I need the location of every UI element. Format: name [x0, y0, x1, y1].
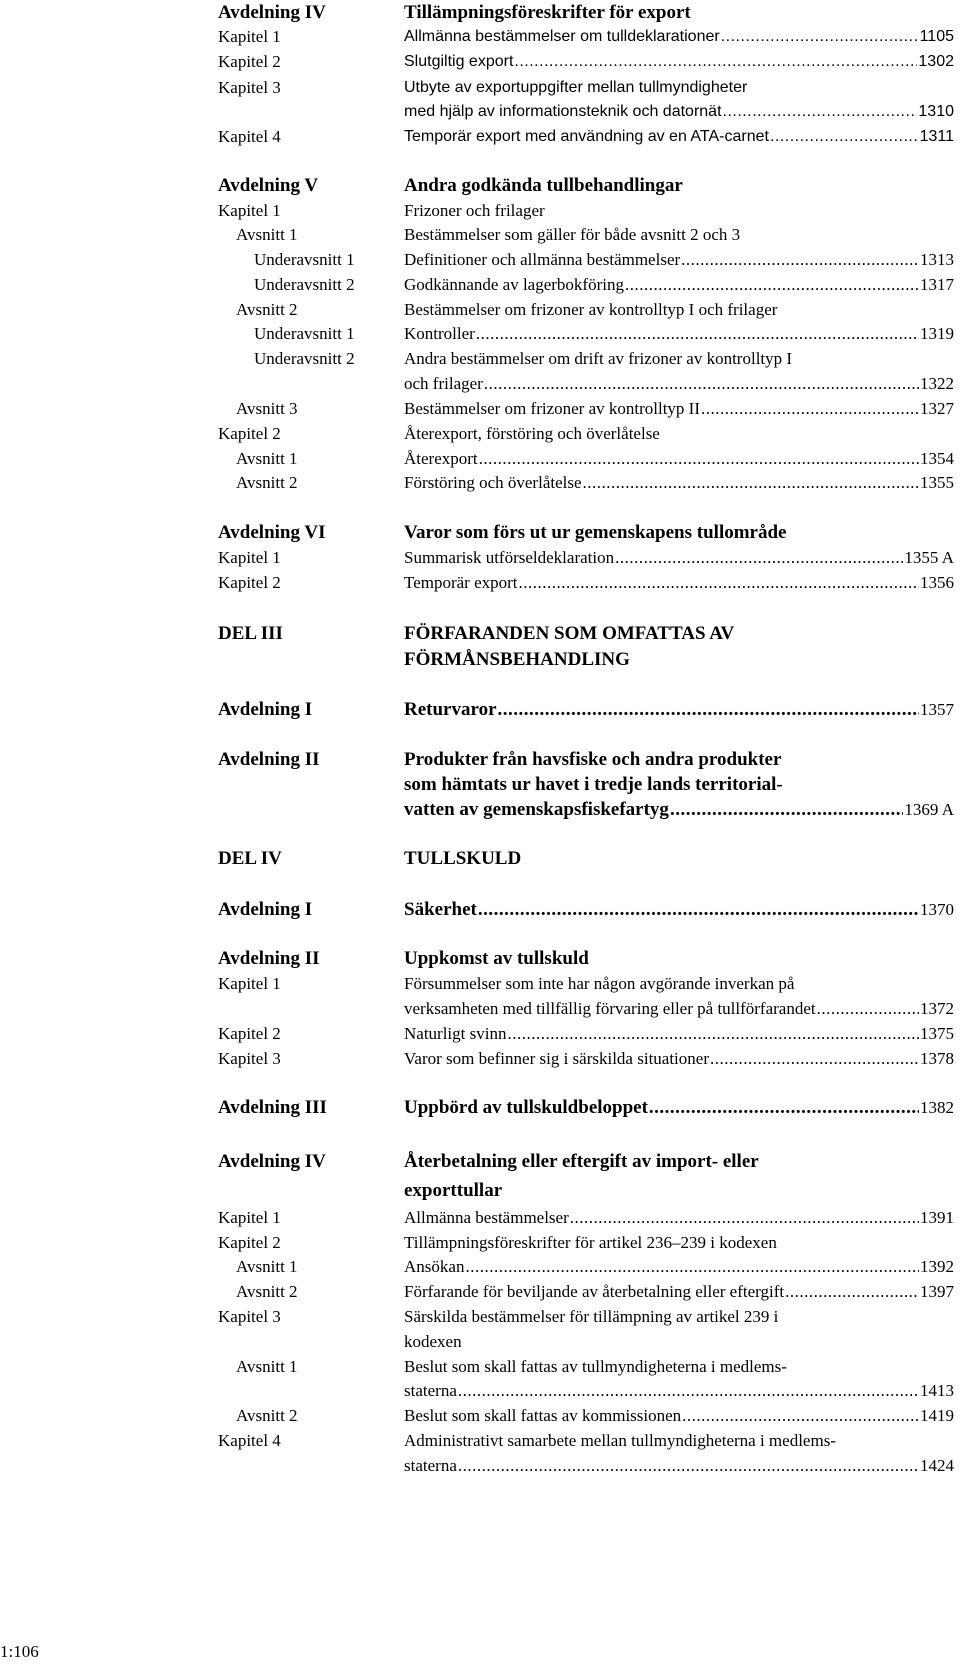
toc-entry-page: 1327: [920, 399, 954, 418]
dot-leader: [625, 272, 919, 298]
toc-entry-page: 1354: [920, 449, 954, 468]
toc-entry-title: vatten av gemenskapsfiskefartyg: [404, 799, 669, 820]
toc-entry: [218, 1149, 954, 1175]
toc-entry: [218, 1230, 954, 1256]
toc-entry-page: 1302: [918, 53, 954, 70]
toc-entry: [218, 647, 954, 673]
toc-entry: [218, 772, 954, 798]
toc-entry: [218, 24, 954, 50]
toc-entry-label: Avsnitt 1: [236, 449, 298, 468]
toc-entry-page: 1355: [920, 473, 954, 492]
toc-entry-title: Förstöring och överlåtelse: [404, 473, 582, 492]
toc-entry: [218, 1205, 954, 1231]
dot-leader: [710, 1046, 919, 1072]
toc-entry: [218, 297, 954, 323]
toc-entry-label: Underavsnitt 2: [254, 349, 355, 368]
toc-entry: [218, 272, 954, 298]
toc-entry-label: Underavsnitt 1: [254, 250, 355, 269]
toc-entry-page: 1311: [919, 128, 954, 145]
toc-entry-label: Kapitel 2: [218, 1233, 281, 1252]
toc-entry-page: 1355 A: [904, 548, 954, 567]
toc-entry: [218, 247, 954, 273]
toc-entry: [218, 797, 954, 823]
toc-entry-label: Avsnitt 1: [236, 1257, 298, 1276]
toc-entry-label: DEL III: [218, 623, 283, 644]
toc-entry-title: Temporär export med användning av en ATA-carnet: [404, 128, 769, 145]
dot-leader: [519, 570, 919, 596]
toc-entry-title: Andra bestämmelser om drift av frizoner av kontrolltyp I: [404, 349, 793, 368]
toc-entry-label: Avdelning VI: [218, 522, 326, 543]
toc-entry: [218, 222, 954, 248]
dot-leader: [615, 545, 903, 571]
toc-entry-title: med hjälp av informationsteknik och datornät: [404, 103, 722, 120]
toc-entry: [218, 697, 954, 723]
toc-entry-title: Summarisk utförseldeklaration: [404, 548, 615, 567]
dot-leader: [583, 470, 919, 496]
toc-entry-title: Allmänna bestämmelser: [404, 1208, 569, 1227]
toc-entry-label: Avsnitt 2: [236, 1406, 298, 1425]
toc-entry-label: Kapitel 1: [218, 27, 281, 46]
toc-entry-label: Kapitel 1: [218, 974, 281, 993]
toc-entry-title: Återbetalning eller eftergift av import- eller: [404, 1151, 759, 1172]
toc-entry: [218, 971, 954, 997]
toc-entry-label: Kapitel 1: [218, 1208, 281, 1227]
toc-entry: [218, 1329, 954, 1355]
toc-entry: [218, 846, 954, 872]
toc-entry-label: Avdelning III: [218, 1097, 327, 1118]
toc-entry-title: Uppbörd av tullskuldbeloppet: [404, 1097, 648, 1118]
toc-entry-page: 1397: [920, 1282, 954, 1301]
toc-entry-title: Allmänna bestämmelser om tulldeklarationer: [404, 28, 720, 45]
toc-entry-title: verksamheten med tillfällig förvaring eller på tullförfarandet: [404, 999, 816, 1018]
toc-entry-page: 1413: [920, 1381, 954, 1400]
dot-leader: [570, 1205, 919, 1231]
toc-entry-page: 1317: [920, 275, 954, 294]
toc-entry-page: 1378: [920, 1049, 954, 1068]
toc-entry-page: 1313: [920, 250, 954, 269]
toc-entry-title: Återexport, förstöring och överlåtelse: [404, 424, 660, 443]
toc-entry-title: Förfarande för beviljande av återbetalning eller eftergift: [404, 1282, 785, 1301]
toc-entry-title: Tillämpningsföreskrifter för export: [404, 2, 691, 23]
toc-entry-label: Avsnitt 2: [236, 1282, 298, 1301]
toc-entry-title: Varor som förs ut ur gemenskapens tullområde: [404, 522, 787, 543]
dot-leader: [514, 49, 917, 75]
toc-entry: [218, 621, 954, 647]
toc-entry-label: Kapitel 2: [218, 1024, 281, 1043]
toc-entry-page: 1369 A: [904, 800, 954, 819]
toc-entry-label: Underavsnitt 2: [254, 275, 355, 294]
toc-entry: [218, 1403, 954, 1429]
toc-entry: [218, 0, 954, 26]
toc-entry-title: Godkännande av lagerbokföring: [404, 275, 624, 294]
toc-entry-label: Avdelning I: [218, 899, 313, 920]
toc-entry: [218, 1428, 954, 1454]
toc-entry-title: Försummelser som inte har någon avgörande inverkan på: [404, 974, 795, 993]
toc-entry-label: DEL IV: [218, 848, 282, 869]
toc-entry: [218, 124, 954, 150]
toc-entry-title: Slutgiltig export: [404, 53, 514, 70]
dot-leader: [458, 1378, 919, 1404]
toc-entry-page: 1392: [920, 1257, 954, 1276]
toc-entry-title: kodexen: [404, 1332, 462, 1351]
dot-leader: [670, 797, 903, 823]
toc-entry: [218, 198, 954, 224]
toc-entry-label: Underavsnitt 1: [254, 324, 355, 343]
toc-entry-title: Definitioner och allmänna bestämmelser: [404, 250, 681, 269]
toc-entry-page: 1356: [920, 573, 954, 592]
toc-entry-label: Kapitel 2: [218, 424, 281, 443]
dot-leader: [649, 1095, 919, 1121]
toc-entry-page: 1372: [920, 999, 954, 1018]
dot-leader: [785, 1279, 919, 1305]
toc-entry: [218, 321, 954, 347]
toc-entry: [218, 1354, 954, 1380]
toc-entry: [218, 446, 954, 472]
toc-entry-title: Varor som befinner sig i särskilda situationer: [404, 1049, 709, 1068]
toc-entry: [218, 520, 954, 546]
dot-leader: [507, 1021, 919, 1047]
toc-entry-label: Kapitel 3: [218, 1049, 281, 1068]
toc-entry: [218, 1453, 954, 1479]
toc-entry-page: 1357: [920, 700, 954, 719]
toc-entry-label: Kapitel 4: [218, 127, 281, 146]
dot-leader: [465, 1254, 919, 1280]
toc-entry-label: Avsnitt 2: [236, 473, 298, 492]
toc-entry: [218, 75, 954, 101]
toc-entry: [218, 1254, 954, 1280]
toc-entry-title: Kontroller: [404, 324, 475, 343]
toc-entry-page: 1375: [920, 1024, 954, 1043]
toc-entry-title: Återexport: [404, 449, 478, 468]
dot-leader: [701, 396, 919, 422]
toc-entry-title: Andra godkända tullbehandlingar: [404, 175, 683, 196]
toc-entry-label: Avsnitt 2: [236, 300, 298, 319]
toc-entry-page: 1105: [919, 28, 954, 45]
toc-entry: [218, 545, 954, 571]
toc-entry-label: Avdelning II: [218, 948, 320, 969]
dot-leader: [476, 321, 919, 347]
toc-entry-page: 1382: [920, 1098, 954, 1117]
dot-leader: [682, 1403, 919, 1429]
page-number: 1:106: [0, 1642, 39, 1661]
toc-entry-label: Avsnitt 3: [236, 399, 298, 418]
toc-entry: [218, 946, 954, 972]
toc-entry-title: som hämtats ur havet i tredje lands territorial-: [404, 774, 783, 795]
toc-entry-title: Beslut som skall fattas av kommissionen: [404, 1406, 682, 1425]
toc-entry: [218, 421, 954, 447]
toc-entry-title: Produkter från havsfiske och andra produkter: [404, 749, 782, 770]
toc-entry-page: 1310: [918, 103, 954, 120]
toc-entry-title: FÖRFARANDEN SOM OMFATTAS AV: [404, 623, 735, 644]
toc-entry: [218, 346, 954, 372]
dot-leader: [478, 897, 919, 923]
toc-entry-label: Kapitel 1: [218, 548, 281, 567]
toc-entry-title: Bestämmelser som gäller för både avsnitt 2 och 3: [404, 225, 741, 244]
toc-entry-title: Uppkomst av tullskuld: [404, 948, 589, 969]
toc-entry: [218, 99, 954, 125]
dot-leader: [479, 446, 919, 472]
toc-entry-title: staterna: [404, 1456, 457, 1475]
toc-entry-label: Kapitel 2: [218, 573, 281, 592]
toc-entry-title: Säkerhet: [404, 899, 477, 920]
toc-entry: [218, 570, 954, 596]
toc-entry: [218, 996, 954, 1022]
dot-leader: [498, 697, 919, 723]
toc-entry-label: Avdelning II: [218, 749, 320, 770]
dot-leader: [458, 1453, 919, 1479]
toc-entry-title: Bestämmelser om frizoner av kontrolltyp II: [404, 399, 700, 418]
toc-entry-title: Särskilda bestämmelser för tillämpning av artikel 239 i: [404, 1307, 779, 1326]
toc-entry-label: Avsnitt 1: [236, 225, 298, 244]
toc-entry: [218, 49, 954, 75]
toc-entry-page: 1391: [920, 1208, 954, 1227]
toc-entry-title: exporttullar: [404, 1180, 503, 1201]
toc-entry: [218, 173, 954, 199]
toc-entry-title: Returvaror: [404, 699, 497, 720]
toc-entry-label: Kapitel 2: [218, 52, 281, 71]
dot-leader: [484, 371, 919, 397]
dot-leader: [681, 247, 919, 273]
toc-entry-label: Avsnitt 1: [236, 1357, 298, 1376]
toc-entry-label: Kapitel 3: [218, 1307, 281, 1326]
toc-entry-title: Administrativt samarbete mellan tullmyndigheterna i medlems-: [404, 1431, 836, 1450]
toc-entry: [218, 1178, 954, 1204]
toc-entry-title: Temporär export: [404, 573, 518, 592]
toc-entry-title: FÖRMÅNSBEHANDLING: [404, 649, 630, 670]
toc-entry: [218, 897, 954, 923]
toc-entry: [218, 1021, 954, 1047]
toc-entry: [218, 1279, 954, 1305]
toc-entry: [218, 396, 954, 422]
toc-entry-title: Frizoner och frilager: [404, 201, 545, 220]
toc-entry-title: Naturligt svinn: [404, 1024, 507, 1043]
toc-entry: [218, 1378, 954, 1404]
toc-entry-label: Kapitel 3: [218, 78, 281, 97]
toc-entry-title: Beslut som skall fattas av tullmyndigheterna i medlems-: [404, 1357, 787, 1376]
toc-entry-title: staterna: [404, 1381, 457, 1400]
toc-entry-title: TULLSKULD: [404, 848, 522, 869]
toc-entry-title: Ansökan: [404, 1257, 465, 1276]
toc-entry: [218, 1304, 954, 1330]
toc-entry-page: 1370: [920, 900, 954, 919]
toc-entry-page: 1322: [920, 374, 954, 393]
toc-entry-label: Avdelning IV: [218, 1151, 326, 1172]
toc-entry: [218, 1046, 954, 1072]
toc-entry-label: Avdelning V: [218, 175, 319, 196]
dot-leader: [770, 124, 919, 150]
toc-entry: [218, 470, 954, 496]
toc-entry-label: Avdelning IV: [218, 2, 326, 23]
toc-entry-title: Bestämmelser om frizoner av kontrolltyp I och frilager: [404, 300, 778, 319]
toc-entry: [218, 1095, 954, 1121]
dot-leader: [721, 24, 919, 50]
toc-entry: [218, 371, 954, 397]
toc-entry-page: 1424: [920, 1456, 954, 1475]
toc-entry-title: Tillämpningsföreskrifter för artikel 236–239 i kodexen: [404, 1233, 777, 1252]
toc-entry-title: Utbyte av exportuppgifter mellan tullmyndigheter: [404, 79, 748, 96]
toc-entry-page: 1419: [920, 1406, 954, 1425]
toc-entry-title: och frilager: [404, 374, 483, 393]
toc-entry-label: Kapitel 1: [218, 201, 281, 220]
toc-entry-label: Kapitel 4: [218, 1431, 281, 1450]
toc-entry-page: 1319: [920, 324, 954, 343]
toc-entry-label: Avdelning I: [218, 699, 313, 720]
dot-leader: [817, 996, 919, 1022]
toc-entry: [218, 747, 954, 773]
dot-leader: [723, 99, 918, 125]
